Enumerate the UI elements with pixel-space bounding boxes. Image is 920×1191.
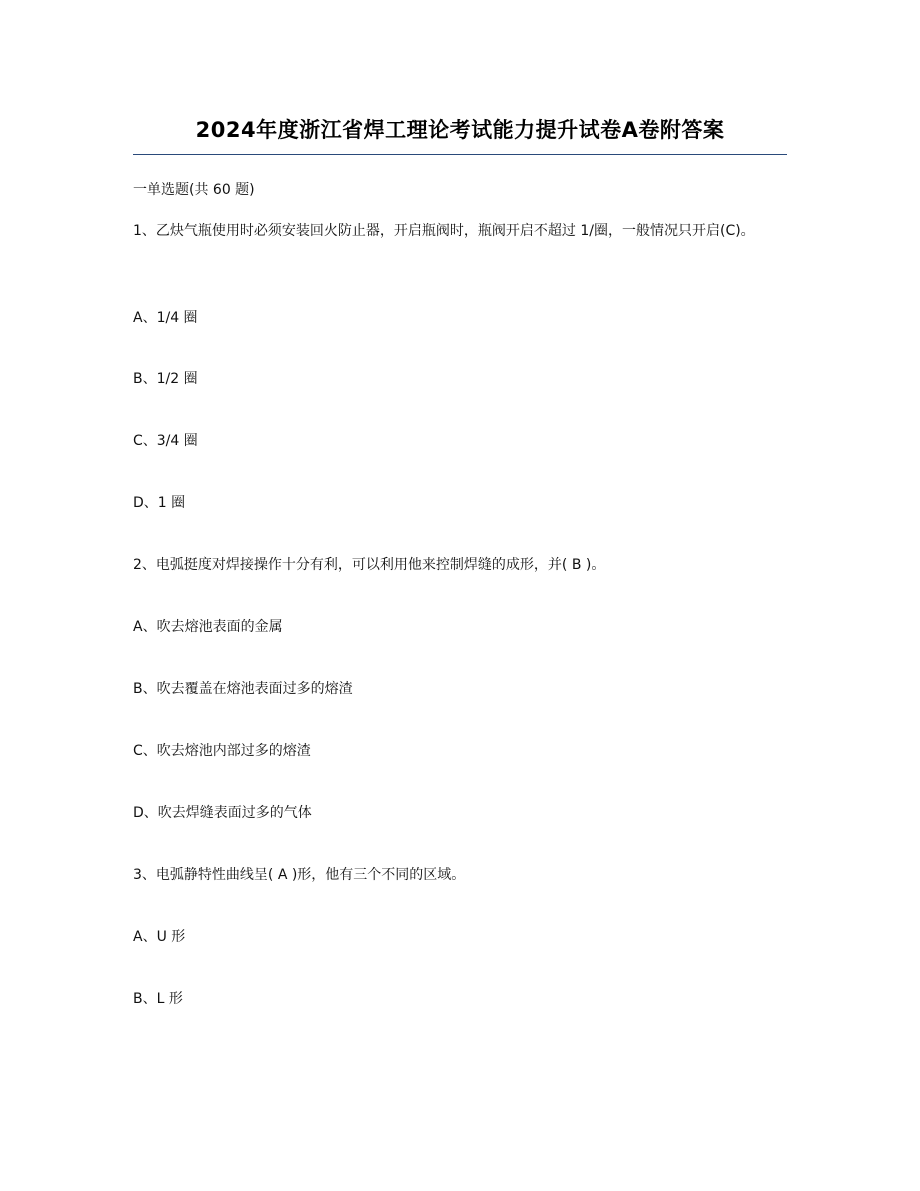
question-1-option-c: C、3/4 圈 — [133, 433, 198, 449]
document-title: 2024年度浙江省焊工理论考试能力提升试卷A卷附答案 — [195, 118, 725, 142]
question-2-option-b: B、吹去覆盖在熔池表面过多的熔渣 — [133, 681, 353, 697]
question-2-option-a: A、吹去熔池表面的金属 — [133, 619, 283, 635]
question-1-option-d: D、1 圈 — [133, 495, 186, 511]
question-1-text: 1、乙炔气瓶使用时必须安装回火防止器，开启瓶阀时，瓶阀开启不超过 1/圈，一般情况只开启(C)。 — [133, 223, 755, 239]
question-3-text: 3、电弧静特性曲线呈( A )形，他有三个不同的区域。 — [133, 867, 466, 883]
question-2-option-d: D、吹去焊缝表面过多的气体 — [133, 805, 312, 821]
question-3-option-b: B、L 形 — [133, 991, 183, 1007]
section-heading: 一单选题(共 60 题) — [133, 182, 255, 198]
title-divider — [133, 154, 787, 155]
question-1-option-b: B、1/2 圈 — [133, 371, 198, 387]
question-3-option-a: A、U 形 — [133, 929, 186, 945]
question-1-option-a: A、1/4 圈 — [133, 310, 198, 326]
question-2-option-c: C、吹去熔池内部过多的熔渣 — [133, 743, 311, 759]
question-2-text: 2、电弧挺度对焊接操作十分有利，可以利用他来控制焊缝的成形，并( B )。 — [133, 557, 606, 573]
